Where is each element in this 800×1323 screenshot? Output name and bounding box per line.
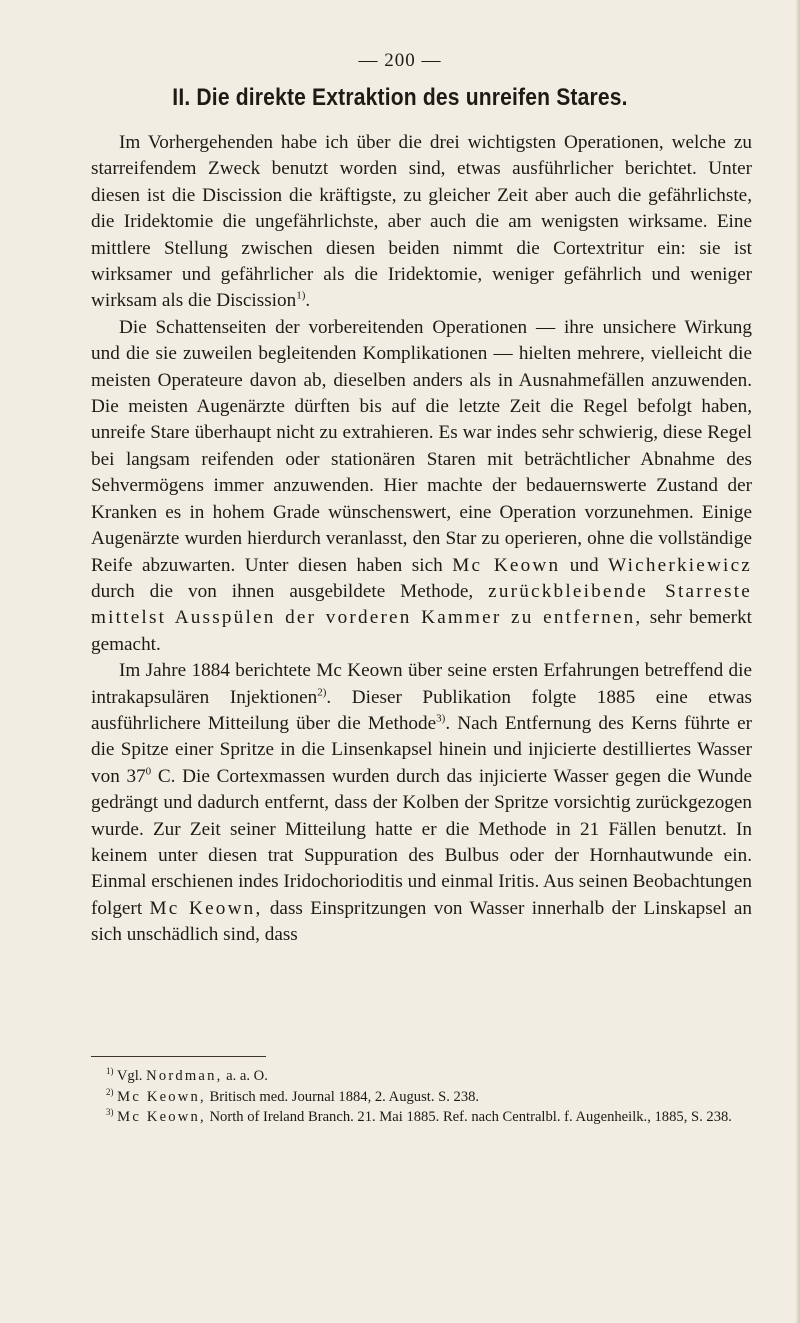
paragraph-3 [91, 658, 752, 948]
footnote-ref-2: 2) [317, 686, 327, 699]
footnote-ref-1: 1) [296, 290, 306, 303]
paragraph-1-end: . [305, 290, 311, 312]
footnote-3 [91, 1107, 752, 1128]
footnote-divider [91, 1056, 266, 1057]
degree-mark: 0 [145, 765, 152, 778]
paragraph-3-text-4: C. Die Cortexmassen wurden durch das injicierte Wasser gegen die Wunde gedrängt und dadurch entfernt, dass der Kolben der Spritze vorsichtig zurückgezogen wurde. Zur Zeit seiner Mitteilung hatte er die Methode in 21 Fällen benutzt. In keinem unter diesen trat Suppuration des Bulbus oder der Hornhautwunde ein. Einmal erschienen indes Iridochorioditis und einmal Iritis. Aus seinen Beobachtungen folgert [91, 765, 752, 919]
footnote-text: a. a. O. [222, 1068, 268, 1084]
footnote-author: Mc Keown, [117, 1109, 206, 1125]
author-name: Mc Keown, [149, 897, 263, 919]
conjunction: und [569, 554, 599, 576]
footnote-author: Nordman, [146, 1068, 223, 1084]
paragraph-1-text: Im Vorhergehenden habe ich über die drei wichtigsten Operationen, welche zu starreifendem Zweck benutzt worden sind, etwas ausführlicher berichtet. Unter diesen ist die Discission die kräftigste, zu gleicher Zeit aber auch die gefährlichste, die Iridektomie die ungefährlichste, aber auch die am wenigsten wirksame. Eine mittlere Stellung zwischen diesen beiden nimmt die Cortextritur ein: sie ist wirksamer und gefährlicher als die Iridektomie, weniger gefährlich und weniger wirksam als die Discission [91, 132, 752, 312]
footnote-text: Britisch med. Journal 1884, 2. August. S. 238. [205, 1088, 480, 1105]
footnote-author: Mc Keown, [117, 1088, 206, 1105]
paragraph-2-text-2: durch die von ihnen ausgebildete Methode, [91, 580, 474, 602]
footnote-mark: 2) [106, 1086, 114, 1097]
footnote-2 [91, 1087, 752, 1108]
footnotes [91, 1066, 752, 1128]
body-text [91, 130, 752, 949]
paragraph-2 [91, 315, 752, 658]
footnote-text: North of Ireland Branch. 21. Mai 1885. Ref. nach Centralbl. f. Augenheilk., 1885, S. 238. [205, 1109, 732, 1125]
paragraph-3-text-1: Im Jahre 1884 berichtete Mc Keown über seine ersten Erfahrungen betreffend die intrakapsulären Injektionen [91, 660, 752, 708]
paragraph-3-text-5: dass Einspritzungen von Wasser innerhalb der Linskapsel an sich unschädlich sind, dass [91, 897, 753, 946]
paragraph-2-text-1: Die Schattenseiten der vorbereitenden Operationen — ihre unsichere Wirkung und die sie zuweilen begleitenden Komplikationen — hielten mehrere, vielleicht die meisten Operateure davon ab, dieselben anders als in Ausnahmefällen anzuwenden. Die meisten Augenärzte dürften bis auf die letzte Zeit die Regel befolgt haben, unreife Stare überhaupt nicht zu extrahieren. Es war indes sehr schwierig, diese Regel bei langsam reifenden oder stationären Staren mit beträchtlicher Abnahme des Sehvermögens immer anzuwenden. Hier machte der bedauernswerte Zustand der Kranken es in hohem Grade wünschenswert, eine Operation vorzunehmen. Einige Augenärzte wurden hierdurch veranlasst, den Star zu operieren, ohne die vollständige Reife abzuwarten. Unter diesen haben sich [91, 316, 752, 576]
footnote-ref-3: 3) [436, 712, 446, 725]
section-heading: II. Die direkte Extraktion des unreifen Stares. [172, 84, 628, 111]
page-number: — 200 — [358, 50, 442, 71]
footnote-mark: 3) [106, 1107, 114, 1118]
paragraph-3-text-2: . Dieser Publikation folgte 1885 eine etwas ausführlichere Mitteilung über die Methode [91, 686, 752, 734]
paragraph-3-text-3: . Nach Entfernung des Kerns führte er die Spitze einer Spritze in die Linsenkapsel hinein und injicierte destilliertes Wasser von 37 [91, 712, 752, 787]
method-emphasis: zurückbleibende Starreste mittelst Ausspülen der vorderen Kammer zu entfernen, [91, 580, 753, 629]
author-name: Mc Keown [452, 554, 561, 576]
paragraph-2-text-3: sehr bemerkt gemacht. [91, 607, 752, 655]
page-edge-shadow [795, 0, 800, 1323]
footnote-1: $^{1)}$ Vgl. Nordman, a. a. O. [106, 1066, 268, 1084]
footnote-mark: 1) [106, 1066, 114, 1077]
paragraph-1 [91, 130, 752, 315]
author-name: Wicherkiewicz [608, 554, 753, 576]
